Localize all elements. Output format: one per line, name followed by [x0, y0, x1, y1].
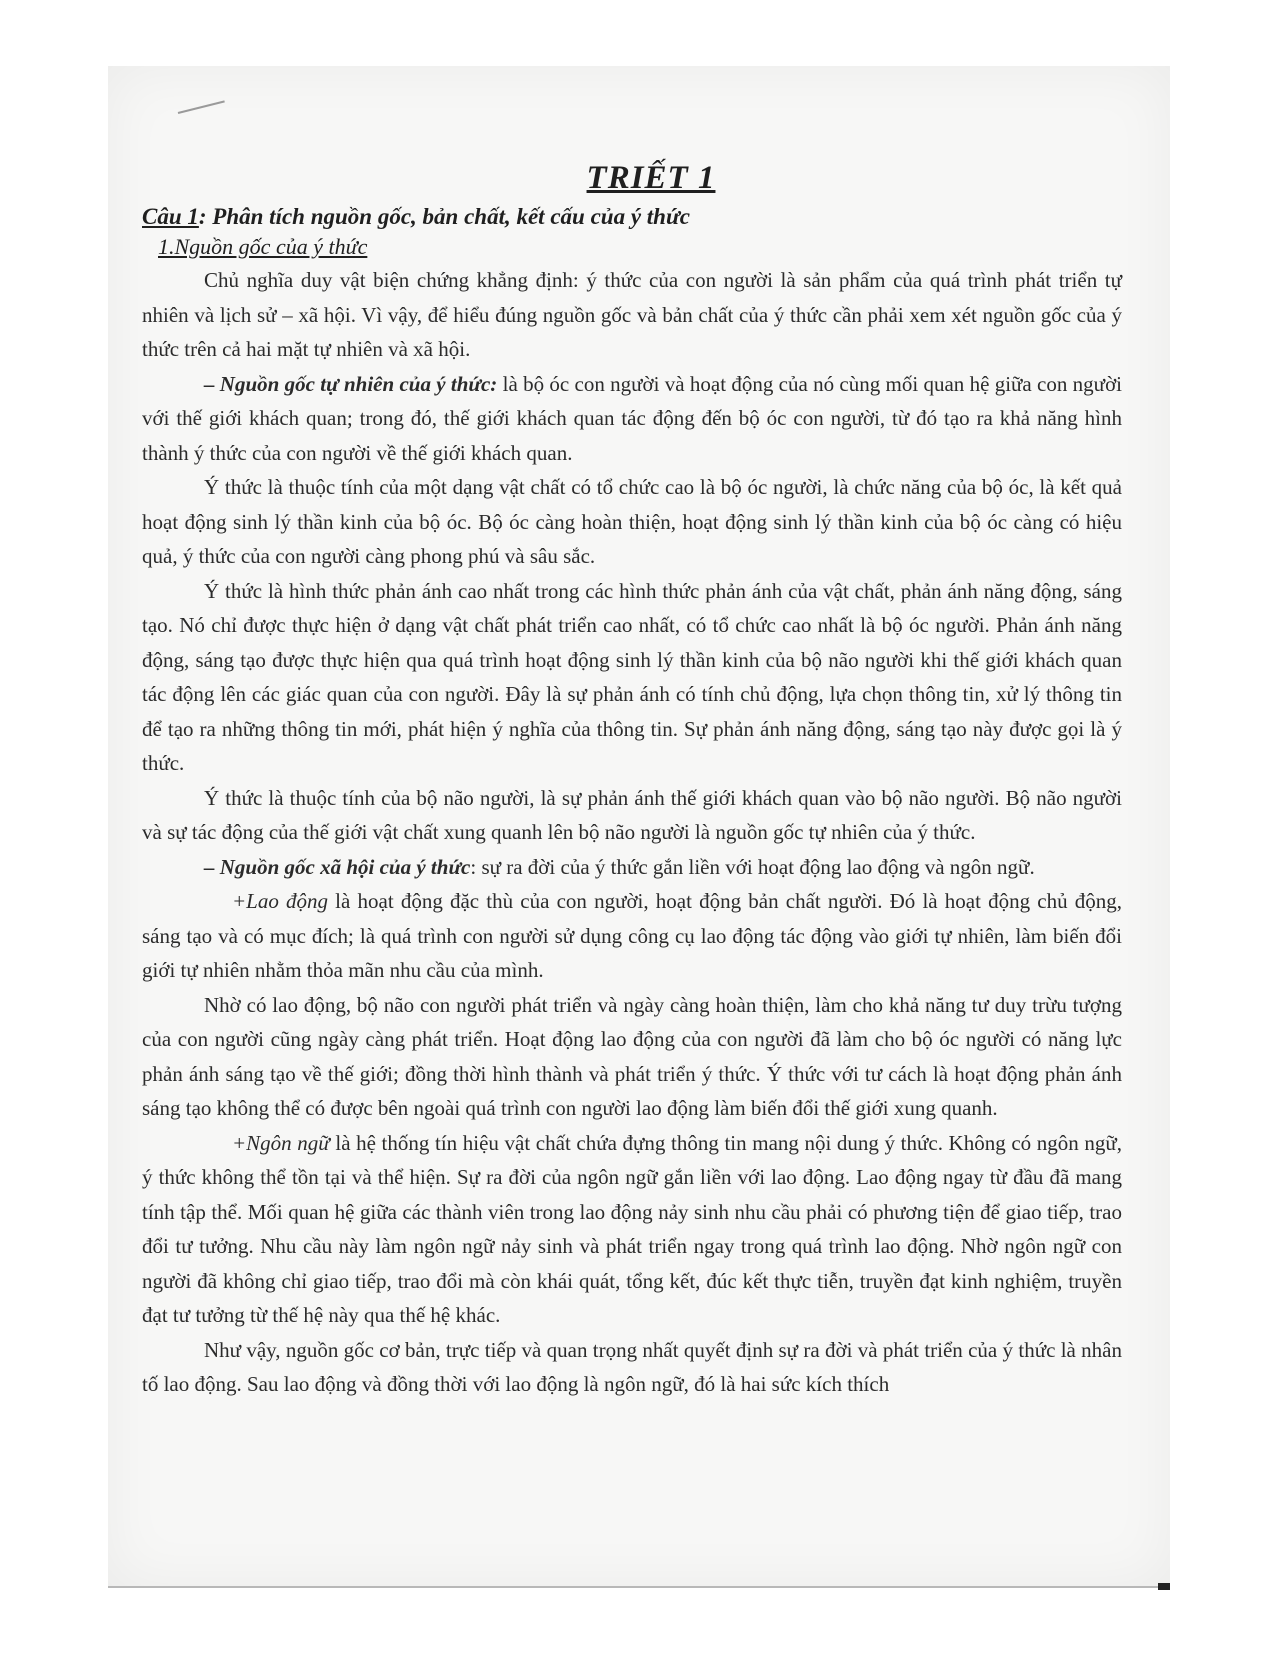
question-label: Câu 1 [142, 204, 199, 229]
paragraph-6-lead: – Nguồn gốc xã hội của ý thức [204, 854, 471, 879]
question-text: : Phân tích nguồn gốc, bản chất, kết cấu của ý thức [198, 204, 690, 229]
paragraph-7-lead: +Lao động [232, 889, 329, 913]
paragraph-7 [142, 884, 1122, 988]
scan-edge-line [108, 1586, 1168, 1588]
paragraph-7-text: là hoạt động đặc thù của con người, hoạt động bản chất người. Đó là hoạt động chủ động, sáng tạo và có mục đích; là quá trình con người sử dụng công cụ lao động tác động vào giới tự nhiên, làm biến đổi giới tự nhiên nhằm thỏa mãn nhu cầu của mình. [142, 889, 1122, 982]
paragraph-10: Như vậy, nguồn gốc cơ bản, trực tiếp và quan trọng nhất quyết định sự ra đời và phát triển của ý thức là nhân tố lao động. Sau lao động và đồng thời với lao động là ngôn ngữ, đó là hai sức kích thích [142, 1337, 1122, 1396]
paragraph-3: Ý thức là thuộc tính của một dạng vật chất có tổ chức cao là bộ óc người, là chức năng của bộ óc, là kết quả hoạt động sinh lý thần kinh của bộ óc. Bộ óc càng hoàn thiện, hoạt động sinh lý thần kinh của bộ óc càng có hiệu quả, ý thức của con người càng phong phú và sâu sắc. [142, 475, 1122, 568]
paragraph-8: Nhờ có lao động, bộ não con người phát triển và ngày càng hoàn thiện, làm cho khả năng tư duy trừu tượng của con người cũng ngày càng phát triển. Hoạt động lao động của con người đã làm cho bộ óc người có năng lực phản ánh sáng tạo về thế giới; đồng thời hình thành và phát triển ý thức. Ý thức với tư cách là hoạt động phản ánh sáng tạo không thể có được bên ngoài quá trình con người lao động làm biến đổi thế giới xung quanh. [142, 992, 1122, 1120]
paragraph-2 [142, 367, 1122, 471]
paragraph-6-text: : sự ra đời của ý thức gắn liền với hoạt động lao động và ngôn ngữ. [470, 854, 1035, 879]
paragraph-1: Chủ nghĩa duy vật biện chứng khẳng định: ý thức của con người là sản phẩm của quá trình phát triển tự nhiên và lịch sử – xã hội. Vì vậy, để hiểu đúng nguồn gốc và bản chất của ý thức cần phải xem xét nguồn gốc của ý thức trên cả hai mặt tự nhiên và xã hội. [142, 268, 1122, 361]
paragraph-9-lead: +Ngôn ngữ [232, 1130, 330, 1155]
paragraph-2-text: là bộ óc con người và hoạt động của nó cùng mối quan hệ giữa con người với thế giới khách quan; trong đó, thế giới khách quan tác động đến bộ óc con người, từ đó tạo ra khả năng hình thành ý thức của con người về thế giới khách quan. [142, 371, 1123, 465]
paragraph-5: Ý thức là thuộc tính của bộ não người, là sự phản ánh thế giới khách quan vào bộ não người. Bộ não người và sự tác động của thế giới vật chất xung quanh lên bộ não người là nguồn gốc tự nhiên của ý thức. [142, 785, 1122, 844]
paragraph-9-text: là hệ thống tín hiệu vật chất chứa đựng thông tin mang nội dung ý thức. Không có ngôn ngữ, ý thức không thể tồn tại và thể hiện. Sự ra đời của ngôn ngữ gắn liền với lao động. Lao động ngay từ đầu đã mang tính tập thể. Mối quan hệ giữa các thành viên trong lao động nảy sinh nhu cầu phải có phương tiện để giao tiếp, trao đổi tư tưởng. Nhu cầu này làm ngôn ngữ nảy sinh và phát triển ngay trong quá trình lao động. Nhờ ngôn ngữ con người đã không chỉ giao tiếp, trao đổi mà còn khái quát, tổng kết, đúc kết thực tiễn, truyền đạt kinh nghiệm, truyền đạt tư tưởng từ thế hệ này qua thế hệ khác. [142, 1130, 1122, 1327]
paragraph-4: Ý thức là hình thức phản ánh cao nhất trong các hình thức phản ánh của vật chất, phản ánh năng động, sáng tạo. Nó chỉ được thực hiện ở dạng vật chất phát triển cao nhất, có tổ chức cao nhất là bộ óc người. Phản ánh năng động, sáng tạo được thực hiện qua quá trình hoạt động sinh lý thần kinh của bộ não người khi thế giới khách quan tác động lên các giác quan của con người. Đây là sự phản ánh có tính chủ động, lựa chọn thông tin, xử lý thông tin để tạo ra những thông tin mới, phát hiện ý nghĩa của thông tin. Sự phản ánh năng động, sáng tạo này được gọi là ý thức. [142, 578, 1122, 775]
paragraph-6 [142, 850, 1122, 885]
section-heading: 1.Nguồn gốc của ý thức [158, 234, 368, 259]
paragraph-2-lead: – Nguồn gốc tự nhiên của ý thức: [204, 371, 498, 396]
question-heading [142, 201, 1122, 233]
document-body [142, 160, 1122, 1402]
scan-corner-mark [1158, 1583, 1170, 1590]
page-title: TRIẾT 1 [586, 160, 716, 196]
paragraph-9 [142, 1126, 1122, 1333]
